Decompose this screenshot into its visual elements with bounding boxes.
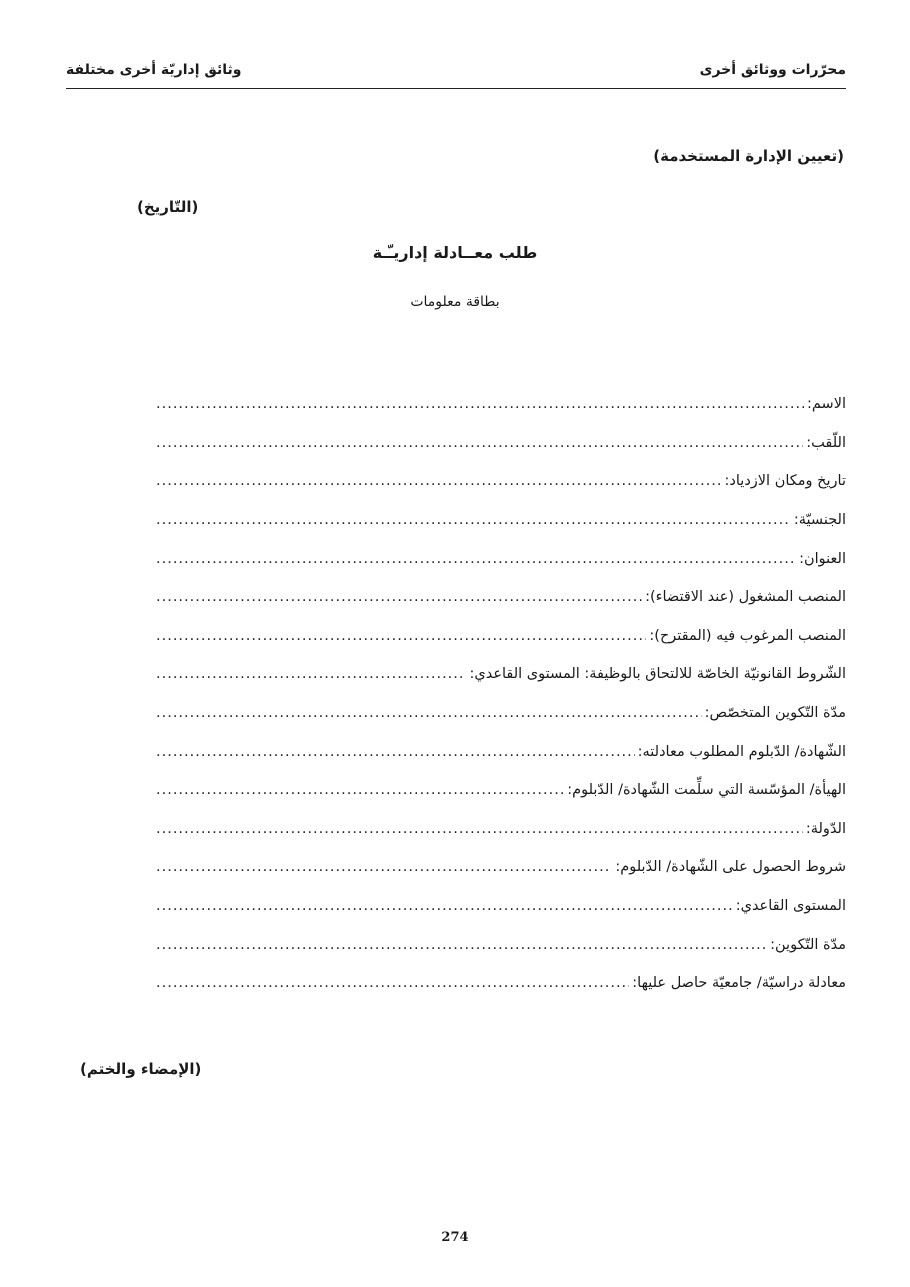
- field-base-level: [156, 887, 846, 926]
- field-name: [156, 385, 846, 424]
- field-label: المستوى القاعدي:: [735, 898, 846, 915]
- field-label: الجنسيّة:: [793, 512, 846, 529]
- field-label: الهيأة/ المؤسّسة التي سلِّمت الشّهادة/ الدّبلوم:: [567, 782, 846, 799]
- field-label: المنصب المشغول (عند الاقتضاء):: [645, 589, 846, 606]
- field-surname: [156, 424, 846, 463]
- field-label: الدّولة:: [805, 820, 846, 837]
- field-label: تاريخ ومكان الازدياد:: [724, 473, 846, 490]
- field-academic-equivalence: [156, 964, 846, 1003]
- field-current-position: [156, 578, 846, 617]
- field-desired-position: [156, 617, 846, 656]
- form-subtitle: بطاقة معلومات: [410, 294, 500, 310]
- field-birth-date-place: [156, 462, 846, 501]
- form-title: طلب معــادلة إداريـّـة: [372, 243, 538, 262]
- fill-in-line: [156, 705, 702, 721]
- signature-and-stamp: (الإمضاء والختم): [80, 1060, 202, 1078]
- fill-in-line: [156, 898, 733, 914]
- field-label: المنصب المرغوب فيه (المقترح):: [649, 627, 846, 644]
- fill-in-line: [156, 975, 629, 991]
- field-label: مدّة التّكوين المتخصّص:: [704, 705, 846, 722]
- field-legal-conditions: [156, 655, 846, 694]
- fill-in-line: [156, 666, 466, 682]
- fill-in-line: [156, 589, 642, 605]
- field-address: [156, 539, 846, 578]
- page-number: 274: [441, 1230, 469, 1245]
- field-label: اللّقب:: [806, 434, 846, 451]
- field-nationality: [156, 501, 846, 540]
- field-diploma-conditions: [156, 848, 846, 887]
- fill-in-line: [156, 512, 791, 528]
- field-label: الاسم:: [807, 396, 846, 413]
- date-placeholder: (التّاريخ): [137, 198, 199, 216]
- field-label: مدّة التّكوين:: [770, 936, 846, 953]
- fill-in-line: [156, 551, 796, 567]
- fill-in-line: [156, 744, 635, 760]
- information-form: [156, 385, 846, 1003]
- fill-in-line: [156, 396, 804, 412]
- header-chapter-title: وثائق إداريّة أخرى مختلفة: [66, 62, 242, 78]
- field-specialized-training-duration: [156, 694, 846, 733]
- fill-in-line: [156, 435, 803, 451]
- fill-in-line: [156, 937, 767, 953]
- fill-in-line: [156, 628, 646, 644]
- fill-in-line: [156, 782, 564, 798]
- fill-in-line: [156, 859, 612, 875]
- fill-in-line: [156, 821, 803, 837]
- field-label: شروط الحصول على الشّهادة/ الدّبلوم:: [615, 859, 846, 876]
- administration-designation: (تعيين الإدارة المستخدمة): [653, 147, 844, 165]
- field-label: العنوان:: [799, 550, 846, 567]
- field-country: [156, 810, 846, 849]
- field-label: معادلة دراسيّة/ جامعيّة حاصل عليها:: [632, 975, 846, 992]
- field-label: الشّهادة/ الدّبلوم المطلوب معادلته:: [637, 743, 846, 760]
- field-issuing-institution: [156, 771, 846, 810]
- page-header: [66, 56, 846, 89]
- field-diploma-to-equate: [156, 732, 846, 771]
- field-label: الشّروط القانونيّة الخاصّة للالتحاق بالوظيفة: المستوى القاعدي:: [469, 666, 846, 683]
- field-training-duration: [156, 925, 846, 964]
- header-section-title: محرّرات ووثائق أخرى: [699, 62, 846, 78]
- fill-in-line: [156, 473, 722, 489]
